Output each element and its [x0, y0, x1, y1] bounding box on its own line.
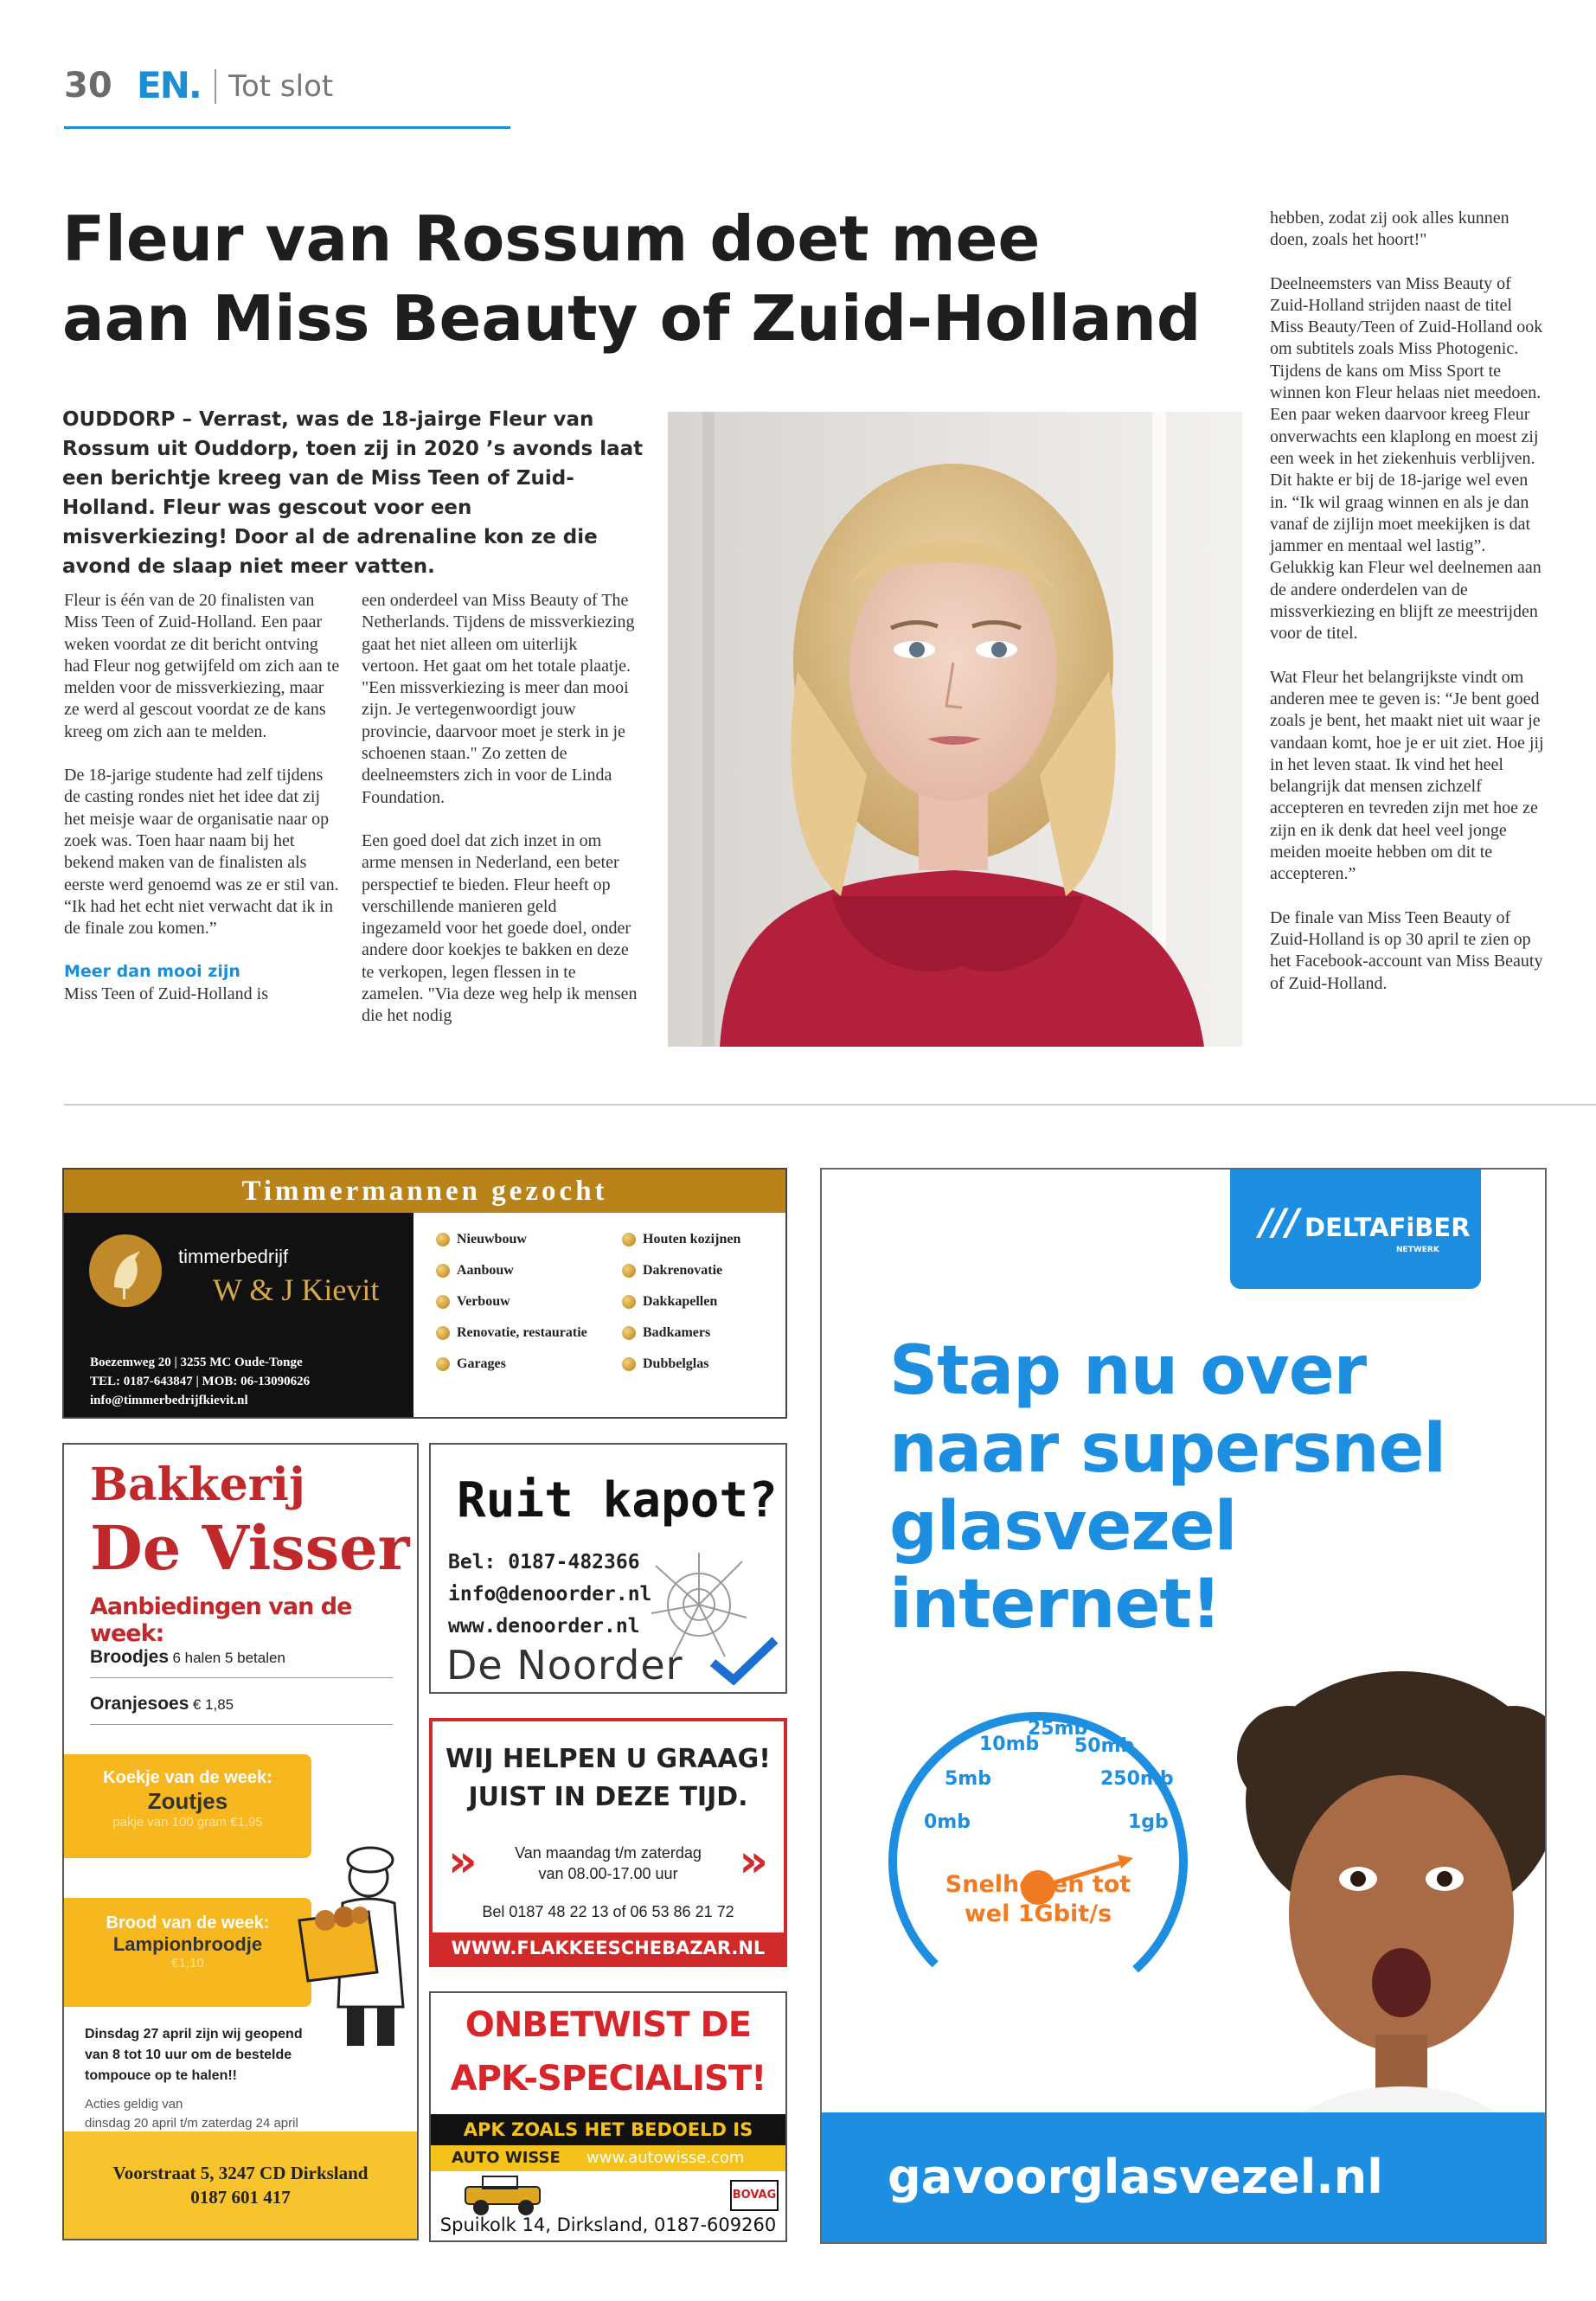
bakkerij-title-1: Bakkerij [90, 1458, 305, 1511]
ad-timmerbedrijf[interactable] [62, 1168, 787, 1419]
ruit-email[interactable]: info@denoorder.nl [448, 1583, 652, 1606]
bakkerij-address: Voorstraat 5, 3247 CD Dirksland [112, 2163, 369, 2183]
apk-line-2: APK-SPECIALIST! [450, 2059, 766, 2099]
article-headline [62, 199, 1204, 358]
headline-line-1: Fleur van Rossum doet mee [62, 202, 1041, 275]
headline-line-2: aan Miss Beauty of Zuid-Holland [62, 282, 1202, 355]
service-item: Dakrenovatie [622, 1263, 782, 1279]
offer-ticket: Koekje van de week: Zoutjes pakje van 100 gram €1,95 [64, 1754, 311, 1858]
apk-website[interactable]: www.autowisse.com [586, 2149, 745, 2167]
service-item: Dubbelglas [622, 1356, 782, 1372]
section-label: Tot slot [228, 69, 334, 104]
article-column-3 [1270, 208, 1547, 1016]
publication-logo: EN. [137, 64, 201, 106]
bazar-website[interactable]: WWW.FLAKKEESCHEBAZAR.NL [433, 1932, 784, 1964]
apk-address: Spuikolk 14, Dirksland, 0187-609260 [439, 2214, 777, 2235]
ad-company-block [64, 1213, 413, 1417]
service-item: Dakkapellen [622, 1294, 782, 1310]
gauge-label: 25mb [1028, 1718, 1088, 1740]
article-column-2 [362, 590, 638, 1049]
valid-dates: dinsdag 20 april t/m zaterdag 24 april [85, 2116, 298, 2131]
delta-url[interactable]: gavoorglasvezel.nl [822, 2112, 1545, 2242]
service-item: Garages [436, 1356, 622, 1372]
bakkerij-title-2: De Visser [90, 1512, 410, 1584]
bazar-hours-2: van 08.00-17.00 uur [538, 1865, 678, 1882]
bullet-icon [622, 1295, 636, 1309]
ad-deltafiber[interactable] [820, 1168, 1547, 2244]
bullet-icon [436, 1233, 450, 1247]
speed-line-1: Snelheden tot [945, 1871, 1131, 1898]
ad-auto-wisse[interactable] [429, 1991, 787, 2242]
gauge-label: 250mb [1100, 1768, 1174, 1790]
paragraph: Een goed doel dat zich inzet in om arme mensen in Nederland, een beter perspectief te bieden. Fleur heeft op verschillende manieren geld ingezameld voor het goede doel, onder andere door koekjes te bakken en deze te verkopen, legen flessen in te zamelen. "Via deze weg help ik mensen die het nodig [362, 830, 638, 1026]
chevron-left-icon: » [448, 1836, 478, 1888]
paragraph: Fleur is één van de 20 finalisten van Miss Teen of Zuid-Holland. Een paar weken voordat ze dit bericht ontving had Fleur nog getwijfeld om zich aan te melden voor de missverkiezing, maar ze werd al gescout voordat ze de kans kreeg om zich aan te melden. [64, 591, 340, 741]
delta-headline-3: glasvezel [889, 1488, 1237, 1566]
opening-notice: Dinsdag 27 april zijn wij geopend van 8 tot 10 uur om de bestelde tompouce op te halen!! [85, 2027, 303, 2083]
service-item: Aanbouw [436, 1263, 622, 1279]
apk-line-1: ONBETWIST DE [465, 2005, 752, 2045]
paragraph: Deelneemsters van Miss Beauty of Zuid-Holland strijden naast de titel Miss Beauty/Teen of Zuid-Holland ook om subtitels zoals Miss Photogenic. Tijdens de kans om Miss Sport te winnen kon Fleur helaas niet meedoen. Een paar weken daarvoor kreeg Fleur onverwachts een klaplong en moest zij een week in het ziekenhuis verblijven. Dit hakte er bij de 18-jarige wel even in. “Ik wil graag winnen en als je dan vanaf de zijlijn moet meekijken is dat jammer en mentaal wel lastig”. Gelukkig kan Fleur wel deelnemen aan de andere onderdelen van de missverkiezing en blijft ze meestrijden voor de titel. [1270, 273, 1543, 644]
paragraph: Wat Fleur het belangrijkste vindt om anderen mee te geven is: “Je bent goed zoals je bent, het maakt niet uit waar je vandaan komt, hoe je er uit ziet. Hoe jij in het leven staat. Ik vind het heel belangrijk dat mensen zichzelf accepteren en tevreden zijn met hoe ze zijn en ik denk dat heel veel jonge meiden moeite hebben om dit te accepteren.” [1270, 667, 1544, 884]
page-number: 30 [64, 66, 112, 106]
ad-address: Boezemweg 20 | 3255 MC Oude-Tonge [90, 1356, 303, 1369]
section-divider [64, 1104, 1596, 1106]
offer-ticket: Brood van de week: Lampionbroodje €1,10 [64, 1898, 311, 2007]
delta-headline-1: Stap nu over [889, 1332, 1367, 1410]
service-item: Houten kozijnen [622, 1232, 782, 1247]
gauge-label: 5mb [945, 1768, 991, 1790]
jeep-icon [457, 2175, 552, 2216]
ruit-title: Ruit kapot? [457, 1472, 778, 1529]
bovag-logo: BOVAG [730, 2180, 779, 2211]
offer-row: Broodjes 6 halen 5 betalen [90, 1640, 393, 1678]
bullet-icon [436, 1295, 450, 1309]
speed-line-2: wel 1Gbit/s [964, 1900, 1112, 1927]
bullet-icon [436, 1264, 450, 1278]
ad-small-label: timmerbedrijf [178, 1246, 289, 1267]
ad-flakkeesche-bazar[interactable] [429, 1718, 787, 1967]
delta-headline-2: naar supersnel [889, 1410, 1446, 1488]
bakkerij-phone[interactable]: 0187 601 417 [190, 2187, 291, 2208]
baker-illustration-icon [291, 1834, 419, 2050]
chevron-right-icon: » [739, 1836, 768, 1888]
bazar-line-1: WIJ HELPEN U GRAAG! [445, 1744, 771, 1774]
offer-row: Oranjesoes € 1,85 [90, 1687, 393, 1725]
deltafiber-logo: /// DELTAFiBER NETWERK [1230, 1170, 1481, 1289]
bazar-line-2: JUIST IN DEZE TIJD. [468, 1782, 748, 1812]
checkmark-icon [709, 1637, 779, 1685]
ruit-phone[interactable]: Bel: 0187-482366 [448, 1551, 640, 1574]
bullet-icon [622, 1326, 636, 1340]
ruit-brand: De Noorder [446, 1642, 683, 1689]
paragraph: een onderdeel van Miss Beauty of The Netherlands. Tijdens de missverkiezing gaat het niet alleen om uiterlijk vertoon. Het gaat om het totale plaatje. "Een missverkiezing is meer dan mooi zijn. Je vertegenwoordigt jouw provincie, daarvoor moet je sterk in je schoenen staan." Zo zetten de deelneemsters zich in voor de Linda Foundation. [362, 591, 635, 807]
paragraph: hebben, zodat zij ook alles kunnen doen, zoals het hoort!" [1270, 208, 1509, 250]
portrait-photo [668, 412, 1242, 1047]
header-separator [215, 69, 216, 104]
bazar-phone[interactable]: Bel 0187 48 22 13 of 06 53 86 21 72 [482, 1903, 734, 1920]
bakkerij-subtitle: Aanbiedingen van de week: [90, 1593, 352, 1647]
gauge-label: 0mb [924, 1811, 971, 1833]
subheading: Meer dan mooi zijn [64, 962, 240, 982]
header-rule [64, 126, 510, 129]
ad-bakkerij[interactable] [62, 1443, 419, 2240]
bullet-icon [622, 1264, 636, 1278]
gauge-label: 1gb [1128, 1811, 1169, 1833]
bakkerij-contact [64, 2131, 417, 2239]
service-item: Verbouw [436, 1294, 622, 1310]
paragraph: De finale van Miss Teen Beauty of Zuid-Holland is op 30 april te zien op het Facebook-account van Miss Beauty of Zuid-Holland. [1270, 907, 1543, 993]
ad-service-list [436, 1232, 782, 1372]
ad-email[interactable]: info@timmerbedrijfkievit.nl [90, 1394, 248, 1407]
service-item: Badkamers [622, 1325, 782, 1341]
signal-icon: /// [1259, 1201, 1300, 1243]
bird-logo-icon [88, 1234, 163, 1308]
bullet-icon [436, 1357, 450, 1371]
valid-label: Acties geldig van [85, 2097, 183, 2112]
bullet-icon [436, 1326, 450, 1340]
ad-company-name: W & J Kievit [213, 1272, 380, 1307]
ad-ruit-kapot[interactable] [429, 1443, 787, 1694]
ad-phone: TEL: 0187-643847 | MOB: 06-13090626 [90, 1375, 311, 1388]
bullet-icon [622, 1233, 636, 1247]
paragraph: De 18-jarige studente had zelf tijdens de casting rondes niet het idee dat zij het meisje waar de organisatie naar op zoek was. Toen haar naam bij het bekend maken van de finalisten als eerste werd genoemd was ze er stil van. “Ik had het echt niet verwacht dat ik in de finale zou komen.” [64, 766, 339, 939]
gauge-label: 10mb [979, 1734, 1040, 1755]
apk-banner: APK ZOALS HET BEDOELD IS [431, 2114, 785, 2145]
service-item: Nieuwbouw [436, 1232, 622, 1247]
gauge-label: 50mb [1074, 1735, 1135, 1757]
service-item: Renovatie, restauratie [436, 1325, 622, 1341]
bullet-icon [622, 1357, 636, 1371]
ad-banner: Timmermannen gezocht [64, 1170, 785, 1213]
delta-headline-4: internet! [889, 1566, 1221, 1644]
ruit-website[interactable]: www.denoorder.nl [448, 1615, 640, 1638]
bazar-hours-1: Van maandag t/m zaterdag [515, 1844, 702, 1862]
paragraph: Miss Teen of Zuid-Holland is [64, 984, 268, 1003]
apk-brand: AUTO WISSE [452, 2149, 561, 2167]
article-column-1 [64, 590, 341, 1027]
article-lead: OUDDORP – Verrast, was de 18-jairge Fleur van Rossum uit Ouddorp, toen zij in 2020 ’s avonds laat een berichtje kreeg van de Miss Teen of Zuid-Holland. Fleur was gescout voor een misverkiezing! Door al de adrenaline kon ze die avond de slaap niet meer vatten. [62, 408, 644, 578]
